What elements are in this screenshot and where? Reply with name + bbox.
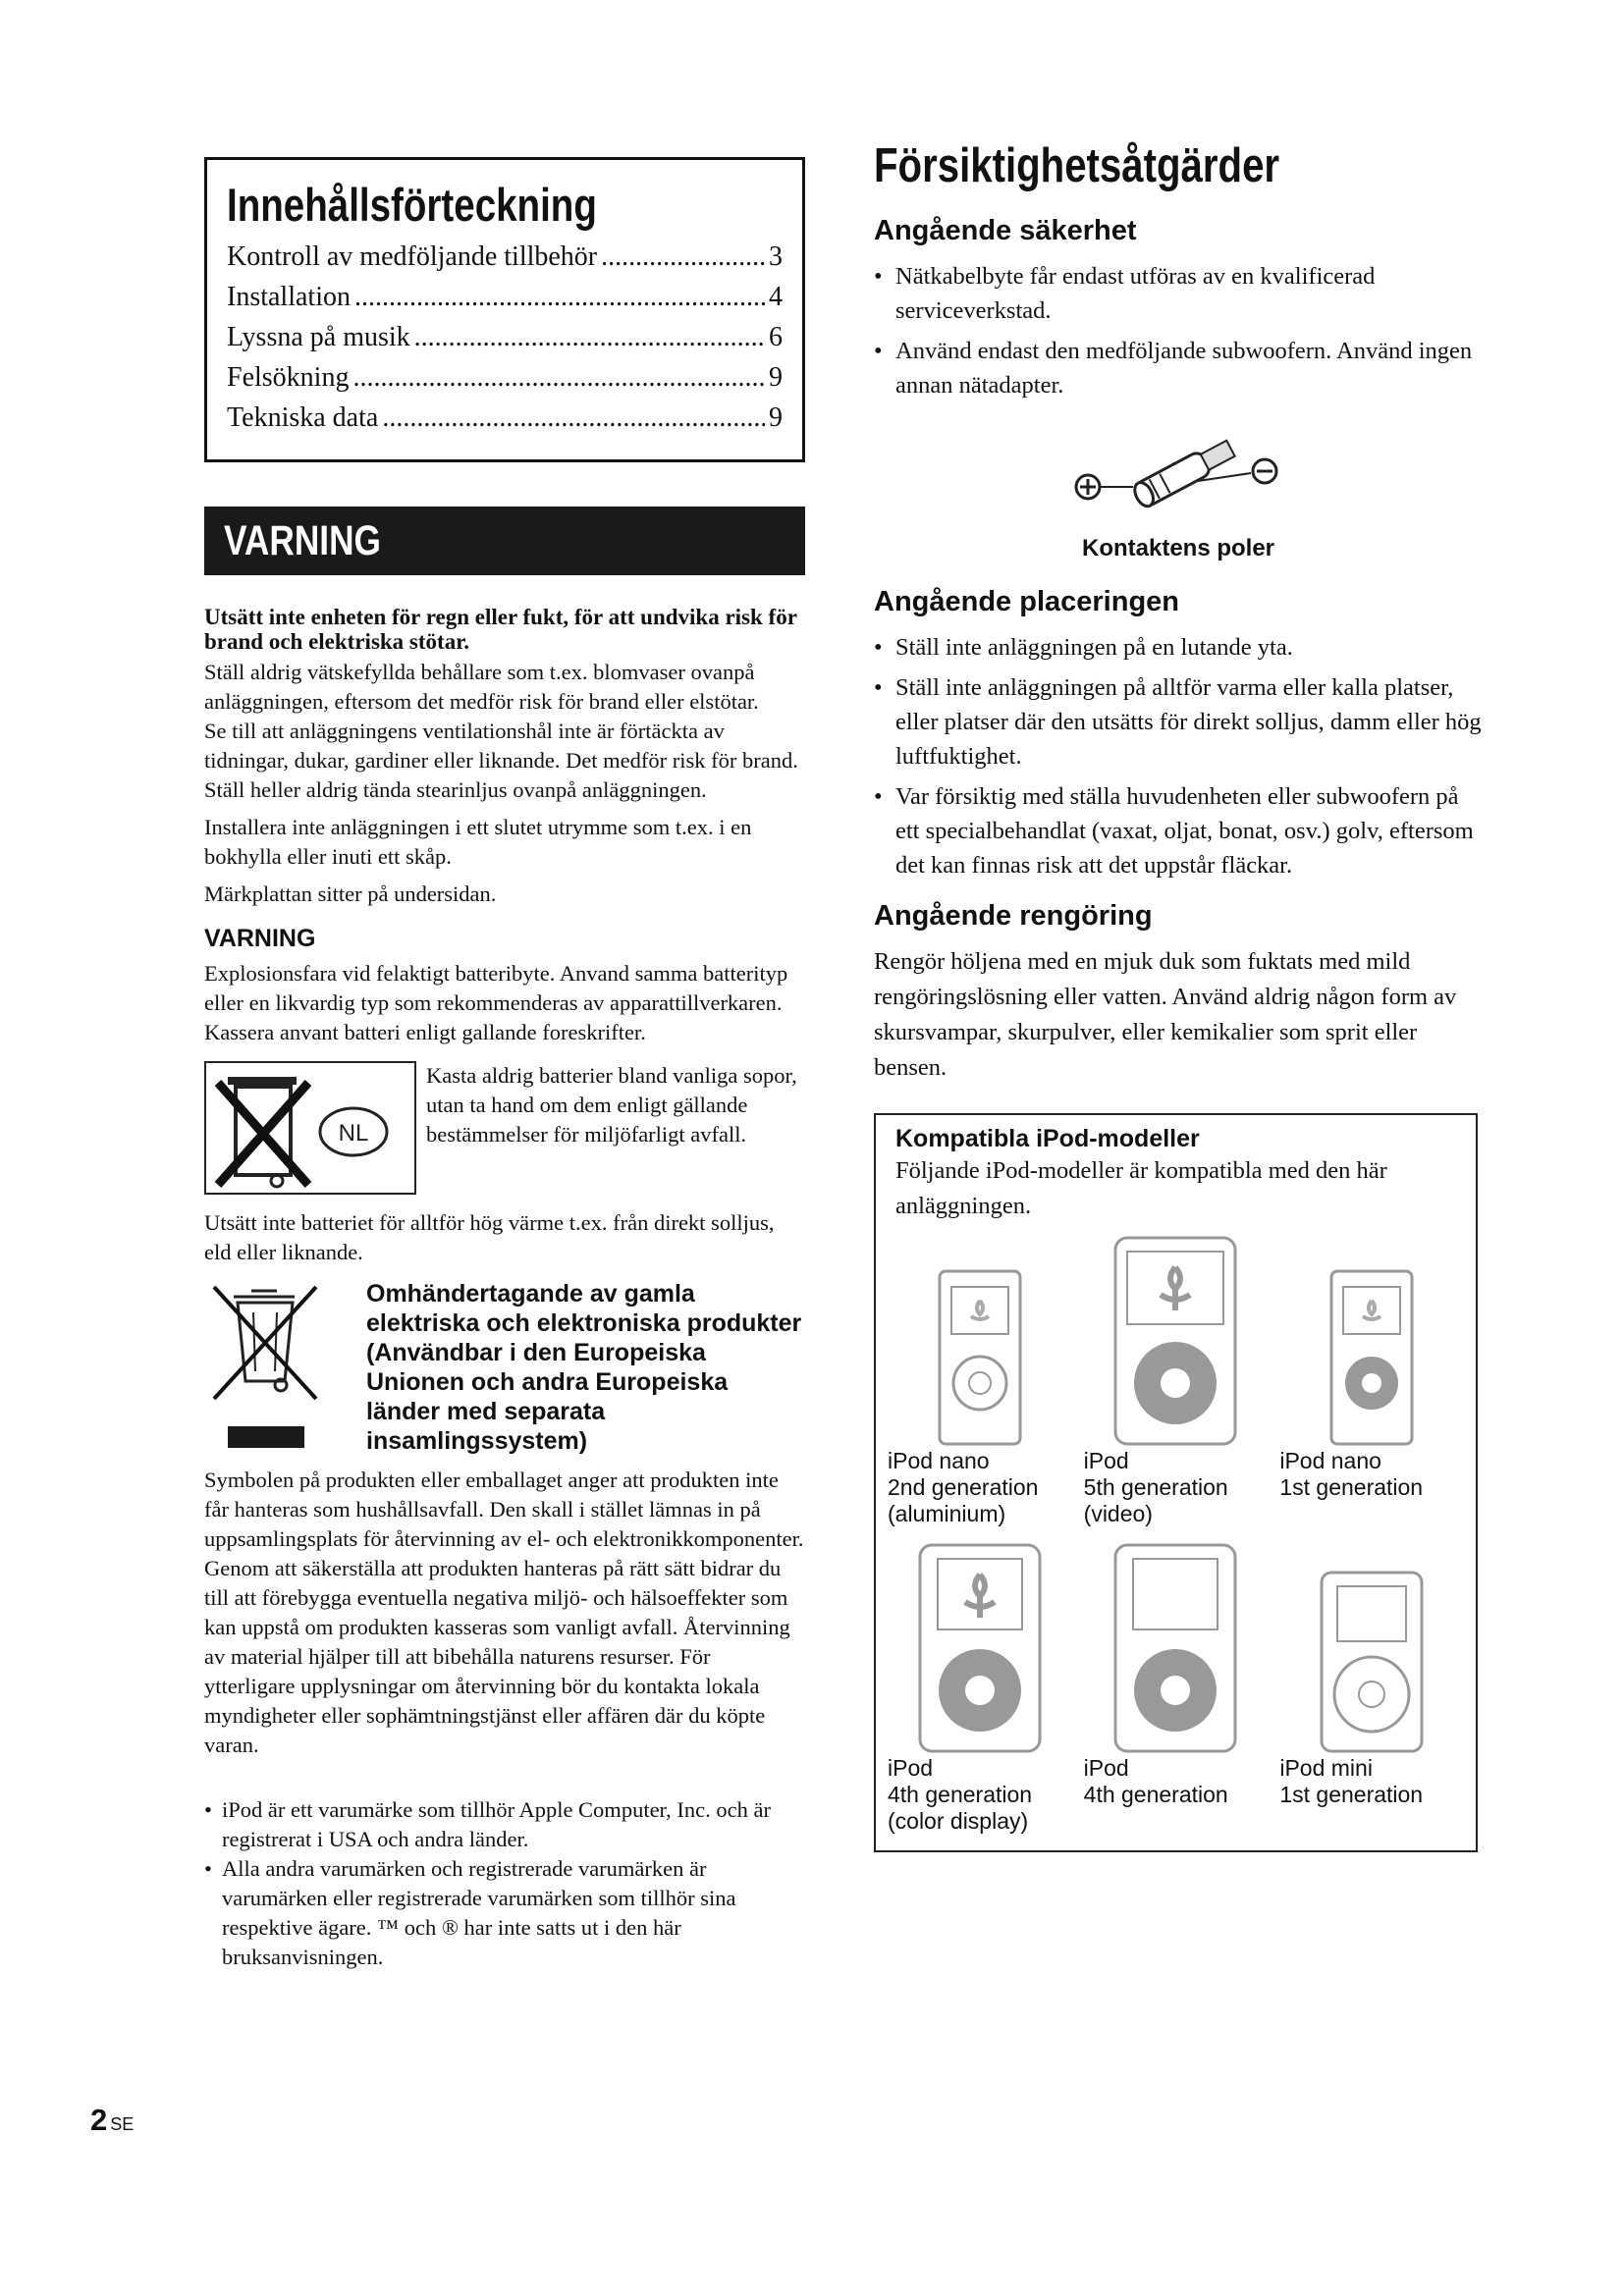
- precautions-title: Försiktighetsåtgärder: [874, 139, 1280, 192]
- ipod-nano-icon: [936, 1252, 1024, 1448]
- toc-entry-page: 3: [769, 241, 783, 272]
- warning-paragraph: Installera inte anläggningen i ett slutet utrymme som t.ex. i en bokhylla eller inuti ett skåp.: [204, 815, 752, 869]
- page-number-value: 2: [90, 2103, 108, 2137]
- weee-title: Omhändertagande av gamla elektriska och elektroniska produkter (Användbar i den Europeiska Unionen och andra Europeiska länder med separata insamlingssystem): [366, 1280, 802, 1455]
- trademark-list: [204, 1795, 805, 1972]
- ipod-model: [1279, 1541, 1464, 1835]
- ipod-model: [888, 1234, 1072, 1527]
- toc-leader: [354, 277, 765, 317]
- trademark-item: • iPod är ett varumärke som tillhör Apple Computer, Inc. och är registrerat i USA och andra länder.: [204, 1795, 805, 1854]
- compatible-ipod-box: [874, 1113, 1478, 1852]
- warning-banner-title: VARNING: [224, 516, 381, 564]
- ipod-model-line1: iPod: [1083, 1448, 1129, 1473]
- placement-list: [874, 630, 1483, 882]
- ipod-classic-icon: [1111, 1541, 1239, 1755]
- toc-leader: [382, 398, 765, 438]
- left-column: [204, 157, 805, 1972]
- weee-bin-icon: [204, 1279, 327, 1451]
- toc-entry-label: Tekniska data: [227, 402, 379, 433]
- crossed-bin-nl-icon: [204, 1061, 416, 1195]
- toc-entry-page: 6: [769, 322, 783, 352]
- placement-item: • Ställ inte anläggningen på alltför varma eller kalla platser, eller platser där den utsätts för direkt solljus, damm eller hög luftfuktighet.: [874, 670, 1483, 774]
- toc-entry[interactable]: [227, 357, 783, 398]
- toc-title: Innehållsförteckning: [227, 179, 597, 231]
- toc-entry[interactable]: [227, 317, 783, 357]
- safety-item: • Nätkabelbyte får endast utföras av en kvalificerad serviceverkstad.: [874, 259, 1483, 328]
- polarity-caption: Kontaktens poler: [1081, 535, 1275, 561]
- safety-list: [874, 259, 1483, 402]
- toc-entry[interactable]: [227, 237, 783, 277]
- warning-lead: Utsätt inte enheten för regn eller fukt, för att undvika risk för brand och elektriska stötar.: [204, 605, 797, 654]
- ipod-model-line3: (video): [1083, 1501, 1153, 1526]
- page-language: SE: [110, 2114, 135, 2134]
- placement-item: • Var försiktig med ställa huvudenheten eller subwoofern på ett specialbehandlat (vaxat, oljat, bonat, osv.) golv, eftersom det kan finnas risk att det uppstår fläckar.: [874, 779, 1483, 882]
- battery-region-label: NL: [338, 1120, 369, 1147]
- battery-disposal-text: Kasta aldrig batterier bland vanliga sopor, utan ta hand om dem enligt gällande bestämmelser för miljöfarligt avfall.: [426, 1063, 797, 1147]
- ipod-model-line1: iPod nano: [1279, 1448, 1381, 1473]
- ipod-model-line1: iPod mini: [1279, 1755, 1373, 1781]
- toc-entry[interactable]: [227, 277, 783, 317]
- placement-item: • Ställ inte anläggningen på en lutande yta.: [874, 630, 1483, 665]
- ipod-model-line2: 1st generation: [1279, 1782, 1424, 1807]
- ipod-model-line1: iPod: [1083, 1755, 1129, 1781]
- ipod-model-line2: 2nd generation: [888, 1474, 1039, 1500]
- toc-leader: [601, 237, 765, 277]
- compatible-ipod-title: Kompatibla iPod-modeller: [895, 1125, 1200, 1152]
- warning-paragraph: Märkplattan sitter på undersidan.: [204, 881, 497, 906]
- toc-entry-label: Lyssna på musik: [227, 322, 410, 352]
- warning-banner: [204, 507, 805, 575]
- toc-leader: [414, 317, 765, 357]
- ipod-model-line1: iPod: [888, 1755, 934, 1781]
- battery-warning-paragraph: Explosionsfara vid felaktigt batteribyte. Anvand samma batterityp eller en likvardig typ som rekommenderas av apparattillverkaren. Kassera anvant batteri enligt gallande foreskrifter.: [204, 961, 788, 1044]
- toc-entry-label: Kontroll av medföljande tillbehör: [227, 241, 598, 272]
- ipod-model-line2: 4th generation: [888, 1782, 1033, 1807]
- toc-entry-label: Felsökning: [227, 362, 350, 393]
- ipod-model-line3: (color display): [888, 1808, 1029, 1834]
- ipod-mini-icon: [1318, 1569, 1426, 1755]
- warning-paragraph: Ställ aldrig vätskefyllda behållare som t.ex. blomvaser ovanpå anläggningen, eftersom det medför risk för brand eller elstötar.: [204, 660, 759, 714]
- cleaning-text: Rengör höljena med en mjuk duk som fuktats med mild rengöringslösning eller vatten. Använd aldrig någon form av skursvampar, skurpulver, eller kemikalier som sprit eller bensen.: [874, 948, 1457, 1081]
- page-number: [90, 2103, 134, 2138]
- toc-entry-page: 9: [769, 362, 783, 393]
- connector-polarity-figure: [874, 426, 1483, 562]
- ipod-nano-icon: [1327, 1252, 1416, 1448]
- weee-notice: [204, 1279, 805, 1456]
- right-column: [874, 137, 1483, 1852]
- toc-entry-page: 4: [769, 282, 783, 312]
- toc-leader: [352, 357, 765, 398]
- ipod-model: [1084, 1541, 1269, 1835]
- toc-entry-label: Installation: [227, 282, 351, 312]
- ipod-model: [888, 1541, 1072, 1835]
- warning-paragraph: Se till att anläggningens ventilationshål inte är förtäckta av tidningar, dukar, gardiner eller liknande. Det medför risk för brand. Ställ heller aldrig tända stearinljus ovanpå anläggningen.: [204, 719, 798, 802]
- compatible-ipod-text: Följande iPod-modeller är kompatibla med den här anläggningen.: [895, 1157, 1387, 1219]
- plug-polarity-icon: [1060, 426, 1296, 524]
- toc-entry-page: 9: [769, 402, 783, 433]
- cleaning-heading: Angående rengöring: [874, 900, 1153, 932]
- ipod-model-line3: (aluminium): [888, 1501, 1006, 1526]
- placement-heading: Angående placeringen: [874, 586, 1180, 617]
- safety-heading: Angående säkerhet: [874, 215, 1137, 246]
- weee-paragraph: Symbolen på produkten eller emballaget anger att produkten inte får hanteras som hushållsavfall. Den skall i stället lämnas in på uppsamlingsplats för återvinning av el- och elektronikkomponenter. Genom att säkerställa att produkten hanteras på rätt sätt bidrar du till att förebygga eventuella negativa miljö- och hälsoeffekter som kan uppstå om produkten kasseras som vanligt avfall. Återvinning av material hjälper till att bibehålla naturens resurser. För ytterligare upplysningar om återvinning bör du kontakta lokala myndigheter eller sophämtningstjänst eller affären där du köpte varan.: [204, 1468, 804, 1757]
- ipod-model-line2: 5th generation: [1083, 1474, 1228, 1500]
- safety-item: • Använd endast den medföljande subwoofern. Använd ingen annan nätadapter.: [874, 334, 1483, 402]
- ipod-model-line2: 4th generation: [1083, 1782, 1228, 1807]
- battery-heat-paragraph: Utsätt inte batteriet för alltför hög värme t.ex. från direkt solljus, eld eller liknande.: [204, 1210, 775, 1264]
- ipod-model-line2: 1st generation: [1279, 1474, 1424, 1500]
- trademark-item: • Alla andra varumärken och registrerade varumärken är varumärken eller registrerade varumärken som tillhör sina respektive ägare. ™ och ® har inte satts ut i den här bruksanvisningen.: [204, 1854, 805, 1972]
- toc-entry[interactable]: [227, 398, 783, 438]
- ipod-model: [1279, 1234, 1464, 1527]
- ipod-color-icon: [916, 1541, 1044, 1755]
- ipod-video-icon: [1111, 1234, 1239, 1448]
- battery-disposal-notice: [204, 1061, 805, 1195]
- ipod-model-grid: [888, 1234, 1464, 1835]
- ipod-model: [1084, 1234, 1269, 1527]
- warning-subheading: VARNING: [204, 925, 316, 952]
- ipod-model-line1: iPod nano: [888, 1448, 990, 1473]
- table-of-contents: [204, 157, 805, 462]
